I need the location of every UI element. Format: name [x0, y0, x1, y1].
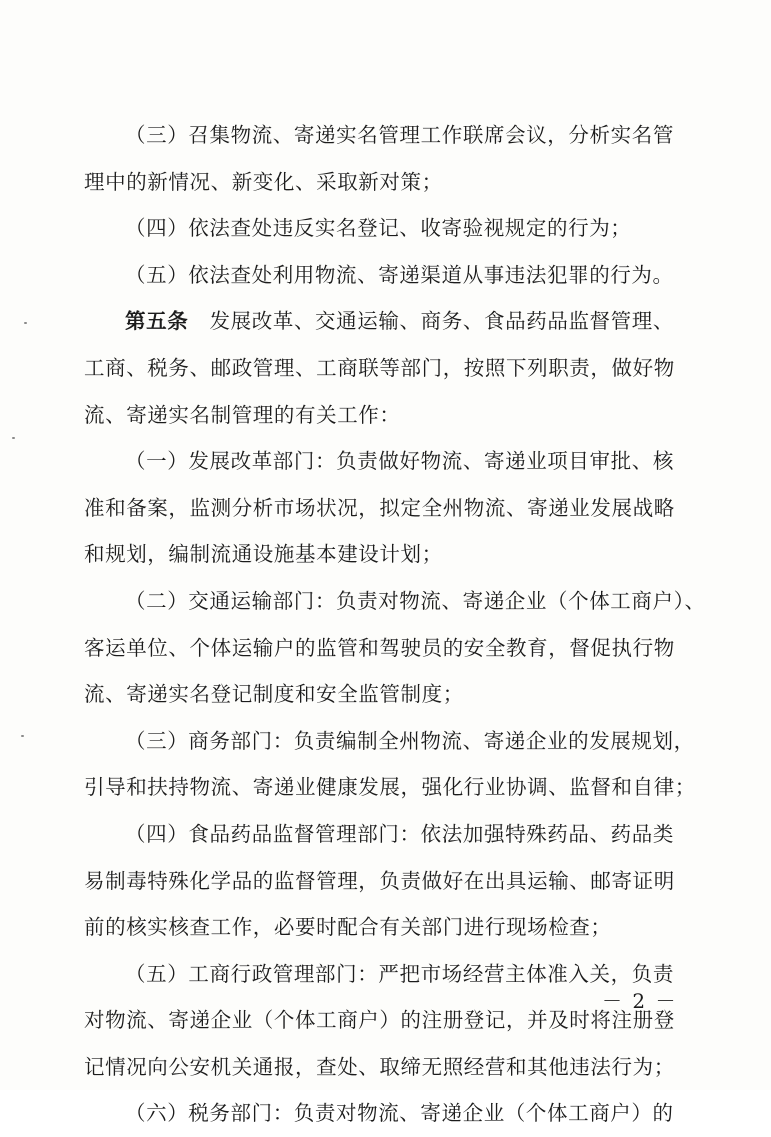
line-text: 准和备案，监测分析市场状况，拟定全州物流、寄递业发展战略 — [84, 495, 675, 520]
paragraph — [84, 578, 706, 718]
paragraph — [84, 298, 674, 438]
line-text: 对物流、寄递企业（个体工商户）的注册登记，并及时将注册登 — [84, 1008, 675, 1033]
text-line — [84, 997, 674, 1044]
paragraph — [84, 811, 674, 951]
text-line — [84, 159, 674, 206]
line-text: 前的核实核查工作，必要时配合有关部门进行现场检查； — [84, 915, 612, 940]
line-text: 和规划，编制流通设施基本建设计划； — [84, 542, 443, 567]
scan-speck — [24, 322, 27, 324]
paragraph — [84, 205, 674, 252]
text-line — [84, 858, 674, 905]
text-line — [84, 298, 674, 345]
text-line — [84, 345, 674, 392]
text-line — [84, 392, 674, 439]
article-label: 第五条 — [125, 309, 189, 334]
scan-speck — [21, 735, 24, 737]
text-line — [84, 718, 695, 765]
line-text: 客运单位、个体运输户的监管和驾驶员的安全教育，督促执行物 — [84, 635, 675, 660]
line-text: （五）依法查处利用物流、寄递渠道从事违法犯罪的行为。 — [125, 262, 674, 287]
text-line — [84, 764, 696, 811]
line-text: 工商、税务、邮政管理、工商联等部门，按照下列职责，做好物 — [84, 355, 675, 380]
line-text: （五）工商行政管理部门：严把市场经营主体准入关，负责 — [125, 961, 674, 986]
line-text: （二）交通运输部门：负责对物流、寄递企业（个体工商户）、 — [125, 588, 706, 613]
line-text: （一）发展改革部门：负责做好物流、寄递业项目审批、核 — [125, 449, 674, 474]
text-line — [84, 904, 674, 951]
text-line — [84, 1044, 674, 1091]
line-text: 易制毒特殊化学品的监督管理，负责做好在出具运输、邮寄证明 — [84, 868, 675, 893]
line-text: （三）召集物流、寄递实名管理工作联席会议，分析实名管 — [125, 123, 674, 147]
page-number: － 2 － — [602, 989, 678, 1013]
line-text: （三）商务部门：负责编制全州物流、寄递企业的发展规划， — [125, 728, 695, 753]
text-line — [84, 252, 674, 299]
line-text: （四）食品药品监督管理部门：依法加强特殊药品、药品类 — [125, 821, 674, 846]
paragraph — [84, 718, 696, 811]
text-line — [84, 531, 674, 578]
paragraph — [84, 438, 674, 578]
paragraph — [84, 951, 674, 1091]
text-line — [84, 671, 674, 718]
paragraph — [84, 112, 674, 205]
line-text: （四）依法查处违反实名登记、收寄验视规定的行为； — [125, 216, 632, 241]
text-line — [84, 1090, 674, 1137]
document-body — [84, 112, 706, 1137]
text-line — [84, 811, 674, 858]
line-text: 流、寄递实名登记制度和安全监管制度； — [84, 682, 464, 707]
paragraph — [84, 252, 674, 299]
line-text: 理中的新情况、新变化、采取新对策； — [84, 169, 443, 194]
line-text: 引导和扶持物流、寄递业健康发展，强化行业协调、监督和自律； — [84, 775, 696, 800]
text-line — [84, 205, 674, 252]
line-text: 记情况向公安机关通报，查处、取缔无照经营和其他违法行为； — [84, 1054, 675, 1079]
text-line — [84, 112, 674, 159]
text-line — [84, 485, 674, 532]
paragraph — [84, 1090, 674, 1137]
text-line — [84, 625, 674, 672]
text-line — [84, 578, 706, 625]
scan-speck — [12, 437, 15, 439]
text-line — [84, 951, 674, 998]
text-line — [84, 438, 674, 485]
line-text: （六）税务部门：负责对物流、寄递企业（个体工商户）的 — [125, 1101, 674, 1126]
line-text: 发展改革、交通运输、商务、食品药品监督管理、 — [209, 309, 674, 334]
line-text: 流、寄递实名制管理的有关工作： — [84, 402, 401, 427]
